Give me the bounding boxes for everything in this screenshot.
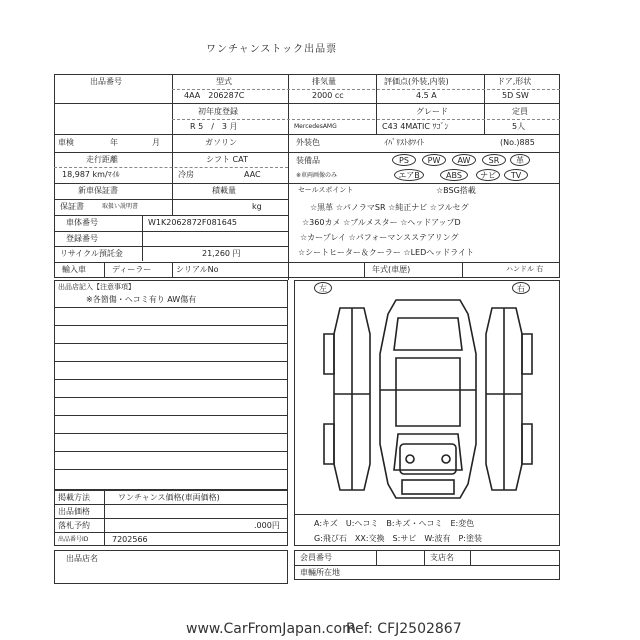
capacity-label: 定員 [512,107,528,116]
inspection-month-label: 月 [152,138,160,147]
branch-label: 支店名 [430,553,454,562]
sales-point-3: ☆360カメ ☆ブルメスター ☆ヘッドアップD [302,218,461,227]
dealer-value: ディーラー [112,265,152,274]
load-unit: kg [252,202,262,211]
sales-point-label: セールスポイント [298,186,354,194]
color-label: 外装色 [296,138,320,147]
equip-airbag: エアB [394,169,424,181]
score-label: 評価点(外装,内装) [384,77,449,86]
vin-label: 車体番号 [66,218,98,227]
first-reg-value: R 5 / 3 月 [190,122,238,131]
start-price-label: 出品価格 [58,507,90,516]
grade-value: C43 4MATIC ﾜｺﾞﾝ [382,122,449,131]
equip-ps: PS [392,154,416,166]
shop-label: 出品店名 [66,554,98,563]
stock-no-label: 出品番号ID [58,536,89,543]
serial-value: シリアルNo [176,265,219,274]
capacity-value: 5人 [512,122,526,131]
model-value: 4AA 206287C [184,91,245,100]
grade-label: グレード [416,107,448,116]
auction-no-label: 出品番号 [90,77,122,86]
footer-ref: Ref: CFJ2502867 [346,621,462,637]
mileage-value: 18,987 km/ﾏｲﾙ [62,170,120,179]
reg-no-label: 登録番号 [66,234,98,243]
equip-leather: 革 [510,154,530,166]
sheet-title: ワンチャンストック出品票 [206,44,338,55]
recycle-fee-label: リサイクル預託金 [60,249,123,258]
equip-navi: ナビ [476,169,500,181]
listing-method-value: ワンチャンス価格(車両価格) [118,493,220,502]
equip-note: ※車両画像のみ [296,172,338,179]
equip-sr: SR [482,154,506,166]
equip-pw: PW [422,154,446,166]
notes-line-1: ※各箇傷・ヘコミ有り AW傷有 [86,295,197,304]
color-value: ｲﾊﾞﾘｽﾄﾎﾜｲﾄ [384,138,424,147]
inspection-label: 車検 [58,138,74,147]
year-model-label: 年式(車歴) [372,265,411,274]
right-marker: 右 [512,282,530,294]
model-label: 型式 [216,77,232,86]
sales-point-1: ☆BSG搭載 [436,186,476,195]
handle-label: ハンドル 右 [506,265,544,273]
warranty-label: 新車保証書 [78,186,118,195]
shift-value: シフト CAT [206,155,248,164]
stock-no-value: 7202566 [112,535,148,544]
sales-point-2: ☆黒革 ☆パノラマSR ☆純正ナビ ☆フルセグ [310,203,469,212]
member-no-label: 会員番号 [300,553,332,562]
legend-line-1: A:キズ U:ヘコミ B:キズ・ヘコミ E:変色 [314,519,475,528]
displacement-label: 排気量 [312,77,336,86]
sales-point-4: ☆カープレイ ☆パフォーマンスステアリング [300,233,459,242]
legend-line-2: G:飛び石 XX:交換 S:サビ W:波有 P:塗装 [314,534,482,543]
notes-box [54,280,288,490]
listing-method-label: 掲載方法 [58,493,90,502]
equip-label: 装備品 [296,156,320,165]
first-reg-label: 初年度登録 [198,107,238,116]
notes-label: 出品店記入【注意事項】 [58,283,135,291]
ac-label: 冷房 [178,170,194,179]
equip-abs: ABS [440,169,468,181]
body-label: ドア,形状 [497,77,532,86]
manual-label: 保証書 [60,202,84,211]
ac-value: AAC [244,170,261,179]
color-no-value: (No.)885 [500,138,535,147]
car-diagram [300,294,556,504]
mileage-label: 走行距離 [86,155,118,164]
fuel-value: ガソリン [205,138,237,147]
sales-point-5: ☆シートヒーター＆クーラー ☆LEDヘッドライト [298,248,474,257]
inspection-year-label: 年 [110,138,118,147]
import-label: 輸入車 [62,265,86,274]
body-value: 5D SW [502,91,529,100]
recycle-fee-value: 21,260 円 [202,249,241,258]
sold-label: 落札予約 [58,521,90,530]
equip-tv: TV [504,169,528,181]
displacement-value: 2000 cc [312,91,344,100]
manual-value: 取扱い説明書 [102,203,139,210]
left-marker: 左 [314,282,332,294]
location-label: 車輛所在地 [300,568,340,577]
load-label: 積載量 [212,186,236,195]
footer-site: www.CarFromJapan.com [186,621,356,637]
vin-value: W1K2062872F081645 [148,218,238,227]
maker-value: MercedesAMG [294,123,337,130]
equip-aw: AW [452,154,476,166]
sold-value: .000円 [254,521,280,530]
score-value: 4.5 A [416,91,437,100]
